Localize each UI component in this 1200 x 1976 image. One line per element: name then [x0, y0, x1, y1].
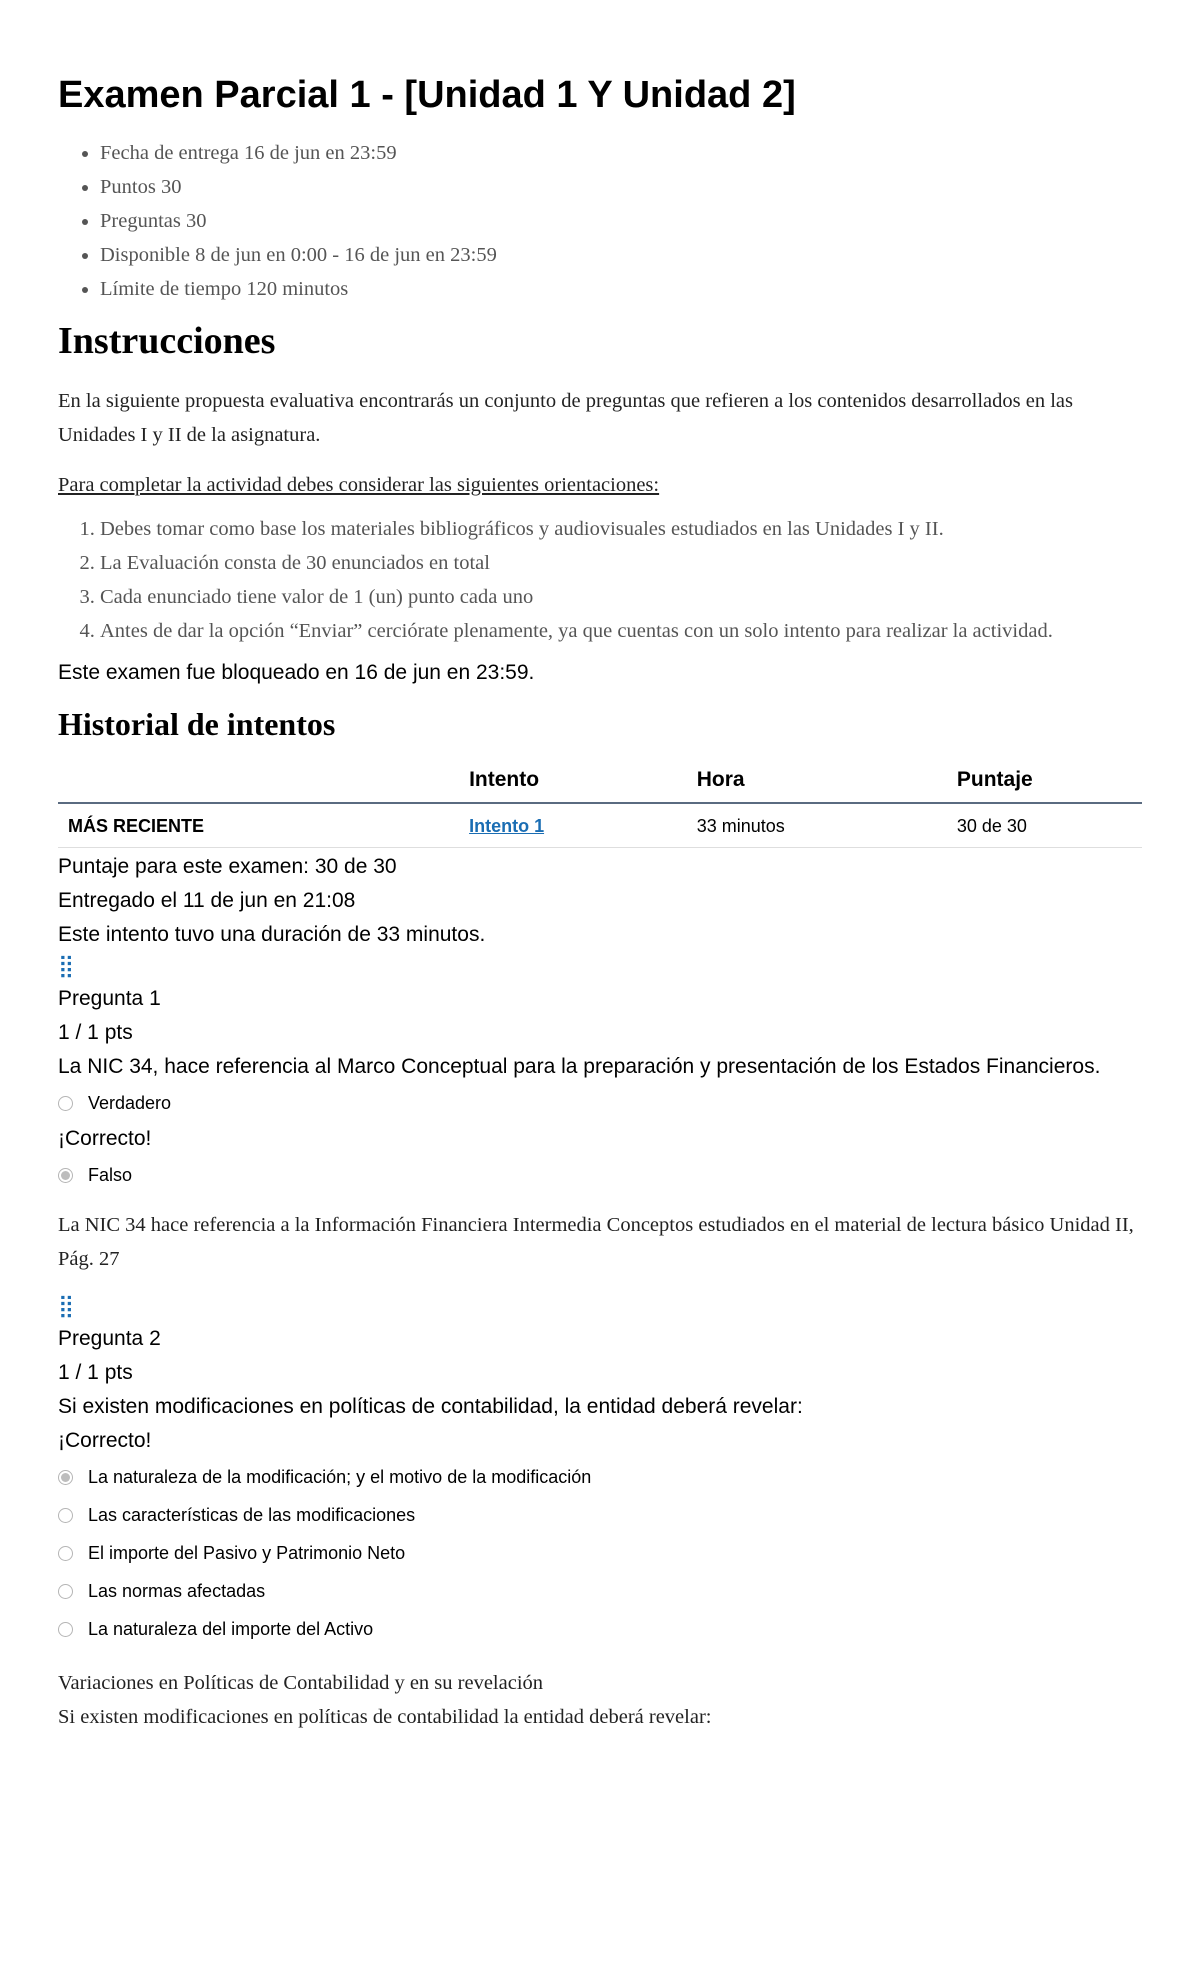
attempt-summary — [58, 850, 1142, 952]
question-label: Pregunta 2 — [58, 1327, 161, 1350]
orientation-item: 1. Debes tomar como base los materiales bibliográficos y audiovisuales estudiados en las Unidades I y II. — [100, 512, 1142, 546]
question-text: Si existen modificaciones en políticas de contabilidad, la entidad deberá revelar: — [58, 1395, 803, 1418]
attempt-cell — [459, 803, 687, 848]
radio-icon[interactable] — [58, 1508, 73, 1523]
question-comment-body: Si existen modificaciones en políticas de contabilidad la entidad deberá revelar: — [58, 1706, 712, 1728]
exam-score: Puntaje para este examen: 30 de 30 — [58, 855, 397, 878]
radio-icon[interactable] — [58, 1584, 73, 1599]
history-heading: Historial de intentos — [58, 706, 336, 742]
answer-label: Las características de las modificaciones — [88, 1504, 416, 1525]
question-1 — [58, 952, 1142, 1276]
orientation-item: 4. Antes de dar la opción “Enviar” cerciórate plenamente, ya que cuentas con un solo intento para realizar la actividad. — [100, 614, 1142, 648]
answer-label: El importe del Pasivo y Patrimonio Neto — [88, 1542, 406, 1563]
table-row — [58, 803, 1142, 848]
points: • Puntos 30 — [100, 170, 1142, 204]
answer-label: La naturaleza de la modificación; y el motivo de la modificación — [88, 1466, 592, 1487]
instructions-heading: Instrucciones — [58, 320, 276, 362]
locked-notice: Este examen fue bloqueado en 16 de jun en 23:59. — [58, 661, 535, 684]
question-text: La NIC 34, hace referencia al Marco Conceptual para la preparación y presentación de los Estados Financieros. — [58, 1055, 1101, 1078]
answer-label: Las normas afectadas — [88, 1580, 266, 1601]
orientation-item: 3. Cada enunciado tiene valor de 1 (un) punto cada uno — [100, 580, 1142, 614]
radio-selected-icon[interactable] — [58, 1168, 73, 1183]
orientations-intro: Para completar la actividad debes considerar las siguientes orientaciones: — [58, 474, 660, 496]
drag-handle-icon[interactable]: ⣿ — [58, 1294, 75, 1319]
instructions-paragraph: En la siguiente propuesta evaluativa encontrarás un conjunto de preguntas que refieren a los contenidos desarrollados en las Unidades I y II de la asignatura. — [58, 390, 1073, 446]
column-header-score: Puntaje — [947, 760, 1142, 803]
quiz-details-list — [58, 136, 1142, 306]
answer-option-selected[interactable] — [58, 1156, 1142, 1194]
answer-label: Falso — [88, 1164, 133, 1185]
answer-option[interactable] — [58, 1610, 1142, 1648]
attempt-history-table — [58, 760, 1142, 848]
page-title: Examen Parcial 1 - [Unidad 1 Y Unidad 2] — [58, 74, 796, 116]
question-points: 1 / 1 pts — [58, 1021, 133, 1044]
time-limit: • Límite de tiempo 120 minutos — [100, 272, 1142, 306]
answer-label: La naturaleza del importe del Activo — [88, 1618, 374, 1639]
drag-handle-icon[interactable]: ⣿ — [58, 954, 75, 979]
question-count: • Preguntas 30 — [100, 204, 1142, 238]
radio-selected-icon[interactable] — [58, 1470, 73, 1485]
availability: • Disponible 8 de jun en 0:00 - 16 de jun en 23:59 — [100, 238, 1142, 272]
submitted-date: Entregado el 11 de jun en 21:08 — [58, 889, 356, 912]
radio-icon[interactable] — [58, 1546, 73, 1561]
due-date: • Fecha de entrega 16 de jun en 23:59 — [100, 136, 1142, 170]
column-header-blank — [58, 760, 459, 803]
question-label: Pregunta 1 — [58, 987, 161, 1010]
radio-icon[interactable] — [58, 1622, 73, 1637]
answer-option-selected[interactable] — [58, 1458, 1142, 1496]
table-header-row — [58, 760, 1142, 803]
attempt-duration: Este intento tuvo una duración de 33 minutos. — [58, 923, 486, 946]
question-2 — [58, 1292, 1142, 1734]
answer-option[interactable] — [58, 1084, 1142, 1122]
question-points: 1 / 1 pts — [58, 1361, 133, 1384]
answer-label: Verdadero — [88, 1092, 172, 1113]
time-cell: 33 minutos — [687, 803, 947, 848]
correct-label: ¡Correcto! — [58, 1429, 152, 1452]
correct-label: ¡Correcto! — [58, 1127, 152, 1150]
question-comment: La NIC 34 hace referencia a la Información Financiera Intermedia Conceptos estudiados en el material de lectura básico Unidad II, Pág. 27 — [58, 1214, 1134, 1270]
score-cell: 30 de 30 — [947, 803, 1142, 848]
question-comment-title: Variaciones en Políticas de Contabilidad y en su revelación — [58, 1672, 544, 1694]
answer-option[interactable] — [58, 1572, 1142, 1610]
most-recent-label: MÁS RECIENTE — [58, 803, 459, 848]
answer-option[interactable] — [58, 1534, 1142, 1572]
column-header-attempt: Intento — [459, 760, 687, 803]
attempt-link[interactable]: Intento 1 — [469, 816, 545, 836]
column-header-time: Hora — [687, 760, 947, 803]
orientations-list — [58, 512, 1142, 648]
radio-icon[interactable] — [58, 1096, 73, 1111]
orientation-item: 2. La Evaluación consta de 30 enunciados en total — [100, 546, 1142, 580]
answer-option[interactable] — [58, 1496, 1142, 1534]
